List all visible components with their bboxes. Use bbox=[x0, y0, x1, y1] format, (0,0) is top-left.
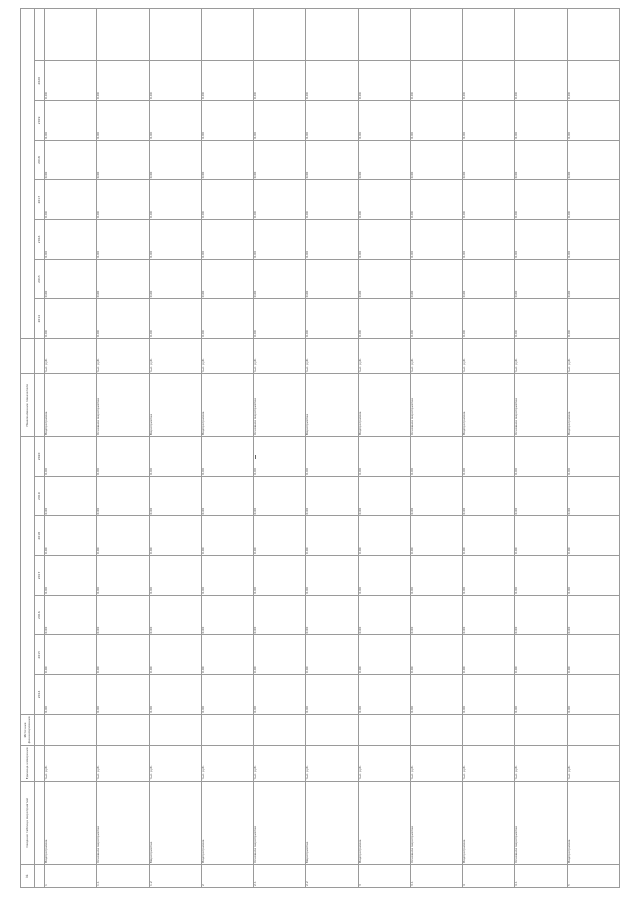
year-cell: 2015 bbox=[35, 259, 45, 299]
row-value-b: 0,00 bbox=[463, 220, 515, 260]
row-value-b: 0,00 bbox=[149, 220, 201, 260]
row-value: 0,00 bbox=[515, 675, 567, 715]
row-name: Основное мероприятие bbox=[410, 781, 462, 865]
header-unit-b bbox=[21, 339, 35, 374]
row-unit: тыс. руб. bbox=[45, 746, 97, 781]
row-name: Подпрограмма bbox=[45, 781, 97, 865]
header-num: № bbox=[21, 865, 35, 888]
row-value-b: 0,00 bbox=[254, 180, 306, 220]
row-value-b: 0,00 bbox=[358, 259, 410, 299]
table-row bbox=[463, 9, 515, 888]
row-value-b: 0,00 bbox=[149, 180, 201, 220]
row-value-b: 0,00 bbox=[45, 140, 97, 180]
row-unit-b: тыс. руб. bbox=[410, 339, 462, 374]
row-value: 0,00 bbox=[410, 476, 462, 516]
row-value: 0,00 bbox=[201, 437, 253, 477]
row-value: 0,00 bbox=[97, 556, 149, 596]
row-value: 0,00 bbox=[358, 595, 410, 635]
row-value-b: 0,00 bbox=[515, 101, 567, 141]
table-row bbox=[201, 9, 253, 888]
row-value: 0,00 bbox=[567, 476, 619, 516]
row-name: Подпрограмма bbox=[201, 781, 253, 865]
row-note bbox=[358, 9, 410, 61]
row-value-b: 0,00 bbox=[97, 61, 149, 101]
row-value-b: 0,00 bbox=[463, 299, 515, 339]
row-value: 0,00 bbox=[515, 516, 567, 556]
row-value-b: 0,00 bbox=[463, 259, 515, 299]
data-table bbox=[20, 8, 620, 888]
row-value-b: 0,00 bbox=[201, 220, 253, 260]
year-cell: 2017 bbox=[35, 556, 45, 596]
row-value: 0,00 bbox=[45, 476, 97, 516]
row-unit-b: тыс. руб. bbox=[358, 339, 410, 374]
row-source bbox=[45, 714, 97, 745]
row-value-b: 0,00 bbox=[515, 220, 567, 260]
row-value-b: 0,00 bbox=[463, 140, 515, 180]
row-value: 0,00 bbox=[410, 516, 462, 556]
row-value-b: 0,00 bbox=[567, 180, 619, 220]
row-value-b: 0,00 bbox=[306, 259, 358, 299]
year-cell: 2016 bbox=[35, 595, 45, 635]
rotated-table bbox=[20, 8, 620, 888]
row-value: 0,00 bbox=[201, 595, 253, 635]
row-value-b: 0,00 bbox=[410, 299, 462, 339]
year-cell: 2019 bbox=[35, 476, 45, 516]
row-value: 0,00 bbox=[463, 476, 515, 516]
header-source: Источник финансирования bbox=[21, 714, 35, 745]
row-value: 0,00 bbox=[201, 675, 253, 715]
row-indicator: Мероприятие bbox=[149, 374, 201, 437]
table-row bbox=[45, 9, 97, 888]
row-value-b: 0,00 bbox=[254, 299, 306, 339]
row-indicator: Мероприятие bbox=[306, 374, 358, 437]
row-value: 0,00 bbox=[410, 595, 462, 635]
row-value: 0,00 bbox=[567, 675, 619, 715]
year-blank bbox=[35, 9, 45, 61]
row-value: 0,00 bbox=[254, 476, 306, 516]
row-indicator: Подпрограмма bbox=[463, 374, 515, 437]
year-cell: 2020 bbox=[35, 437, 45, 477]
year-blank bbox=[35, 374, 45, 437]
row-value: 0,00 bbox=[149, 516, 201, 556]
row-value: 0,00 bbox=[45, 675, 97, 715]
row-indicator: Подпрограмма bbox=[358, 374, 410, 437]
row-note bbox=[254, 9, 306, 61]
row-source bbox=[358, 714, 410, 745]
row-value: 0,00 bbox=[306, 675, 358, 715]
year-cell: 2018 bbox=[35, 516, 45, 556]
row-value-b: 0,00 bbox=[567, 220, 619, 260]
row-indicator: Подпрограмма bbox=[45, 374, 97, 437]
year-cell: 2019 bbox=[35, 101, 45, 141]
year-cell: 2020 bbox=[35, 61, 45, 101]
row-value: 0,00 bbox=[306, 595, 358, 635]
row-value: 0,00 bbox=[567, 635, 619, 675]
row-num: 2.1 bbox=[254, 865, 306, 888]
row-source bbox=[97, 714, 149, 745]
row-num: 3 bbox=[358, 865, 410, 888]
table-row bbox=[97, 9, 149, 888]
row-value: 0,00 bbox=[254, 595, 306, 635]
row-unit: тыс. руб. bbox=[358, 746, 410, 781]
row-unit-b: тыс. руб. bbox=[254, 339, 306, 374]
row-value-b: 0,00 bbox=[45, 61, 97, 101]
row-note bbox=[515, 9, 567, 61]
row-value: 0,00 bbox=[515, 437, 567, 477]
row-value-b: 0,00 bbox=[515, 259, 567, 299]
row-value-b: 0,00 bbox=[97, 299, 149, 339]
row-name: Мероприятие bbox=[306, 781, 358, 865]
row-value-b: 0,00 bbox=[45, 101, 97, 141]
row-num: 1.2 bbox=[149, 865, 201, 888]
row-unit-b: тыс. руб. bbox=[515, 339, 567, 374]
row-value-b: 0,00 bbox=[515, 61, 567, 101]
row-num: 4 bbox=[463, 865, 515, 888]
table-row bbox=[358, 9, 410, 888]
row-name: Подпрограмма bbox=[358, 781, 410, 865]
row-value-b: 0,00 bbox=[410, 101, 462, 141]
row-value-b: 0,00 bbox=[358, 299, 410, 339]
row-value-b: 0,00 bbox=[306, 101, 358, 141]
row-unit-b: тыс. руб. bbox=[567, 339, 619, 374]
row-source bbox=[254, 714, 306, 745]
row-source bbox=[306, 714, 358, 745]
page-mark bbox=[255, 455, 256, 459]
row-name: Подпрограмма bbox=[463, 781, 515, 865]
row-value: 0,00 bbox=[463, 635, 515, 675]
row-value-b: 0,00 bbox=[97, 220, 149, 260]
header-years-b bbox=[21, 9, 35, 339]
row-value: 0,00 bbox=[254, 437, 306, 477]
row-value: 0,00 bbox=[45, 516, 97, 556]
row-num: 1.1 bbox=[97, 865, 149, 888]
year-cell: 2017 bbox=[35, 180, 45, 220]
row-unit: тыс. руб. bbox=[97, 746, 149, 781]
row-value: 0,00 bbox=[306, 476, 358, 516]
row-unit: тыс. руб. bbox=[306, 746, 358, 781]
row-indicator: Основное мероприятие bbox=[410, 374, 462, 437]
row-value: 0,00 bbox=[149, 635, 201, 675]
row-value: 0,00 bbox=[254, 635, 306, 675]
row-note bbox=[45, 9, 97, 61]
row-value-b: 0,00 bbox=[97, 180, 149, 220]
year-blank bbox=[35, 714, 45, 745]
row-value-b: 0,00 bbox=[358, 180, 410, 220]
row-num: 4.1 bbox=[515, 865, 567, 888]
row-value-b: 0,00 bbox=[254, 61, 306, 101]
row-num: 2.2 bbox=[306, 865, 358, 888]
row-value: 0,00 bbox=[567, 556, 619, 596]
year-cell: 2014 bbox=[35, 675, 45, 715]
row-value: 0,00 bbox=[410, 635, 462, 675]
row-value-b: 0,00 bbox=[201, 61, 253, 101]
row-num: 5 bbox=[567, 865, 619, 888]
row-value-b: 0,00 bbox=[358, 220, 410, 260]
row-value-b: 0,00 bbox=[567, 61, 619, 101]
row-value-b: 0,00 bbox=[149, 259, 201, 299]
row-value: 0,00 bbox=[254, 516, 306, 556]
year-blank bbox=[35, 781, 45, 865]
year-cell: 2018 bbox=[35, 140, 45, 180]
row-value: 0,00 bbox=[463, 516, 515, 556]
row-value: 0,00 bbox=[149, 595, 201, 635]
row-source bbox=[410, 714, 462, 745]
row-source bbox=[149, 714, 201, 745]
row-value-b: 0,00 bbox=[306, 220, 358, 260]
row-value-b: 0,00 bbox=[567, 299, 619, 339]
table-row bbox=[306, 9, 358, 888]
row-name: Основное мероприятие bbox=[254, 781, 306, 865]
row-note bbox=[97, 9, 149, 61]
row-value: 0,00 bbox=[358, 476, 410, 516]
row-value: 0,00 bbox=[45, 437, 97, 477]
year-cell: 2014 bbox=[35, 299, 45, 339]
row-value: 0,00 bbox=[97, 437, 149, 477]
row-value-b: 0,00 bbox=[149, 140, 201, 180]
row-unit: тыс. руб. bbox=[410, 746, 462, 781]
row-value: 0,00 bbox=[515, 556, 567, 596]
row-indicator: Основное мероприятие bbox=[254, 374, 306, 437]
row-value-b: 0,00 bbox=[149, 299, 201, 339]
row-value-b: 0,00 bbox=[306, 61, 358, 101]
row-value: 0,00 bbox=[515, 635, 567, 675]
row-unit: тыс. руб. bbox=[463, 746, 515, 781]
row-value: 0,00 bbox=[254, 556, 306, 596]
row-value-b: 0,00 bbox=[410, 140, 462, 180]
row-note bbox=[463, 9, 515, 61]
row-num: 3.1 bbox=[410, 865, 462, 888]
year-header-row bbox=[35, 9, 45, 888]
row-note bbox=[149, 9, 201, 61]
row-value-b: 0,00 bbox=[149, 61, 201, 101]
row-value-b: 0,00 bbox=[201, 101, 253, 141]
row-value-b: 0,00 bbox=[201, 140, 253, 180]
row-value-b: 0,00 bbox=[201, 299, 253, 339]
row-indicator: Подпрограмма bbox=[567, 374, 619, 437]
row-unit-b: тыс. руб. bbox=[149, 339, 201, 374]
row-value-b: 0,00 bbox=[45, 259, 97, 299]
row-value-b: 0,00 bbox=[515, 299, 567, 339]
row-value: 0,00 bbox=[201, 556, 253, 596]
header-title-a: Сводная таблица мероприятий bbox=[21, 781, 35, 865]
row-value-b: 0,00 bbox=[97, 140, 149, 180]
row-value: 0,00 bbox=[358, 516, 410, 556]
row-note bbox=[410, 9, 462, 61]
row-value: 0,00 bbox=[149, 437, 201, 477]
row-note bbox=[567, 9, 619, 61]
row-value-b: 0,00 bbox=[358, 61, 410, 101]
table-row bbox=[567, 9, 619, 888]
row-value-b: 0,00 bbox=[306, 299, 358, 339]
row-value-b: 0,00 bbox=[254, 220, 306, 260]
row-value-b: 0,00 bbox=[45, 180, 97, 220]
row-unit: тыс. руб. bbox=[254, 746, 306, 781]
row-value-b: 0,00 bbox=[306, 180, 358, 220]
year-cell: 2015 bbox=[35, 635, 45, 675]
row-value: 0,00 bbox=[463, 437, 515, 477]
row-value: 0,00 bbox=[45, 635, 97, 675]
row-value: 0,00 bbox=[358, 675, 410, 715]
row-value-b: 0,00 bbox=[45, 299, 97, 339]
table-row bbox=[515, 9, 567, 888]
row-value: 0,00 bbox=[306, 556, 358, 596]
row-note bbox=[306, 9, 358, 61]
row-value: 0,00 bbox=[306, 516, 358, 556]
row-source bbox=[567, 714, 619, 745]
row-value: 0,00 bbox=[201, 476, 253, 516]
row-value: 0,00 bbox=[515, 476, 567, 516]
row-value: 0,00 bbox=[97, 595, 149, 635]
row-value-b: 0,00 bbox=[410, 220, 462, 260]
row-value-b: 0,00 bbox=[567, 101, 619, 141]
row-value: 0,00 bbox=[567, 437, 619, 477]
row-value-b: 0,00 bbox=[515, 180, 567, 220]
row-value: 0,00 bbox=[358, 635, 410, 675]
row-value-b: 0,00 bbox=[358, 140, 410, 180]
row-value: 0,00 bbox=[97, 675, 149, 715]
row-value: 0,00 bbox=[463, 556, 515, 596]
row-indicator: Основное мероприятие bbox=[515, 374, 567, 437]
row-value: 0,00 bbox=[463, 595, 515, 635]
row-value: 0,00 bbox=[201, 516, 253, 556]
row-indicator: Подпрограмма bbox=[201, 374, 253, 437]
row-unit-b: тыс. руб. bbox=[306, 339, 358, 374]
row-value-b: 0,00 bbox=[97, 101, 149, 141]
row-value-b: 0,00 bbox=[97, 259, 149, 299]
row-unit-b: тыс. руб. bbox=[45, 339, 97, 374]
row-source bbox=[201, 714, 253, 745]
row-unit: тыс. руб. bbox=[149, 746, 201, 781]
row-value: 0,00 bbox=[97, 516, 149, 556]
row-value-b: 0,00 bbox=[567, 259, 619, 299]
row-value-b: 0,00 bbox=[201, 180, 253, 220]
row-name: Подпрограмма bbox=[567, 781, 619, 865]
row-value: 0,00 bbox=[149, 675, 201, 715]
row-value-b: 0,00 bbox=[45, 220, 97, 260]
year-blank bbox=[35, 865, 45, 888]
table-row bbox=[410, 9, 462, 888]
row-unit-b: тыс. руб. bbox=[463, 339, 515, 374]
row-value-b: 0,00 bbox=[149, 101, 201, 141]
row-name: Основное мероприятие bbox=[515, 781, 567, 865]
row-num: 2 bbox=[201, 865, 253, 888]
row-value-b: 0,00 bbox=[410, 61, 462, 101]
row-value: 0,00 bbox=[306, 635, 358, 675]
row-value: 0,00 bbox=[358, 437, 410, 477]
row-value-b: 0,00 bbox=[410, 180, 462, 220]
row-note bbox=[201, 9, 253, 61]
row-value: 0,00 bbox=[306, 437, 358, 477]
row-value: 0,00 bbox=[410, 675, 462, 715]
row-name: Основное мероприятие bbox=[97, 781, 149, 865]
row-indicator: Основное мероприятие bbox=[97, 374, 149, 437]
row-value-b: 0,00 bbox=[254, 259, 306, 299]
row-value: 0,00 bbox=[358, 556, 410, 596]
row-value-b: 0,00 bbox=[463, 180, 515, 220]
row-value-b: 0,00 bbox=[254, 140, 306, 180]
year-blank bbox=[35, 746, 45, 781]
row-unit-b: тыс. руб. bbox=[97, 339, 149, 374]
row-value: 0,00 bbox=[515, 595, 567, 635]
row-value-b: 0,00 bbox=[306, 140, 358, 180]
row-value-b: 0,00 bbox=[463, 61, 515, 101]
row-unit-b: тыс. руб. bbox=[201, 339, 253, 374]
row-source bbox=[515, 714, 567, 745]
row-value-b: 0,00 bbox=[254, 101, 306, 141]
header-title-b: Наименование показателя bbox=[21, 374, 35, 437]
row-value: 0,00 bbox=[149, 476, 201, 516]
row-value-b: 0,00 bbox=[201, 259, 253, 299]
table-stage bbox=[20, 8, 620, 888]
row-source bbox=[463, 714, 515, 745]
row-value: 0,00 bbox=[567, 595, 619, 635]
row-value: 0,00 bbox=[45, 556, 97, 596]
header-years-a bbox=[21, 437, 35, 715]
row-unit: тыс. руб. bbox=[567, 746, 619, 781]
row-value: 0,00 bbox=[463, 675, 515, 715]
year-cell: 2016 bbox=[35, 220, 45, 260]
row-value-b: 0,00 bbox=[410, 259, 462, 299]
row-value: 0,00 bbox=[410, 556, 462, 596]
row-value: 0,00 bbox=[97, 635, 149, 675]
table-row bbox=[149, 9, 201, 888]
row-name: Мероприятие bbox=[149, 781, 201, 865]
table-body bbox=[21, 9, 620, 888]
row-value: 0,00 bbox=[97, 476, 149, 516]
row-value-b: 0,00 bbox=[515, 140, 567, 180]
row-value: 0,00 bbox=[410, 437, 462, 477]
header-unit: Единица измерения bbox=[21, 746, 35, 781]
row-value: 0,00 bbox=[201, 635, 253, 675]
row-value-b: 0,00 bbox=[463, 101, 515, 141]
row-value: 0,00 bbox=[567, 516, 619, 556]
row-value: 0,00 bbox=[45, 595, 97, 635]
row-value: 0,00 bbox=[254, 675, 306, 715]
row-num: 1 bbox=[45, 865, 97, 888]
year-blank bbox=[35, 339, 45, 374]
row-value-b: 0,00 bbox=[358, 101, 410, 141]
row-value: 0,00 bbox=[149, 556, 201, 596]
row-value-b: 0,00 bbox=[567, 140, 619, 180]
row-unit: тыс. руб. bbox=[515, 746, 567, 781]
row-unit: тыс. руб. bbox=[201, 746, 253, 781]
table-row bbox=[254, 9, 306, 888]
